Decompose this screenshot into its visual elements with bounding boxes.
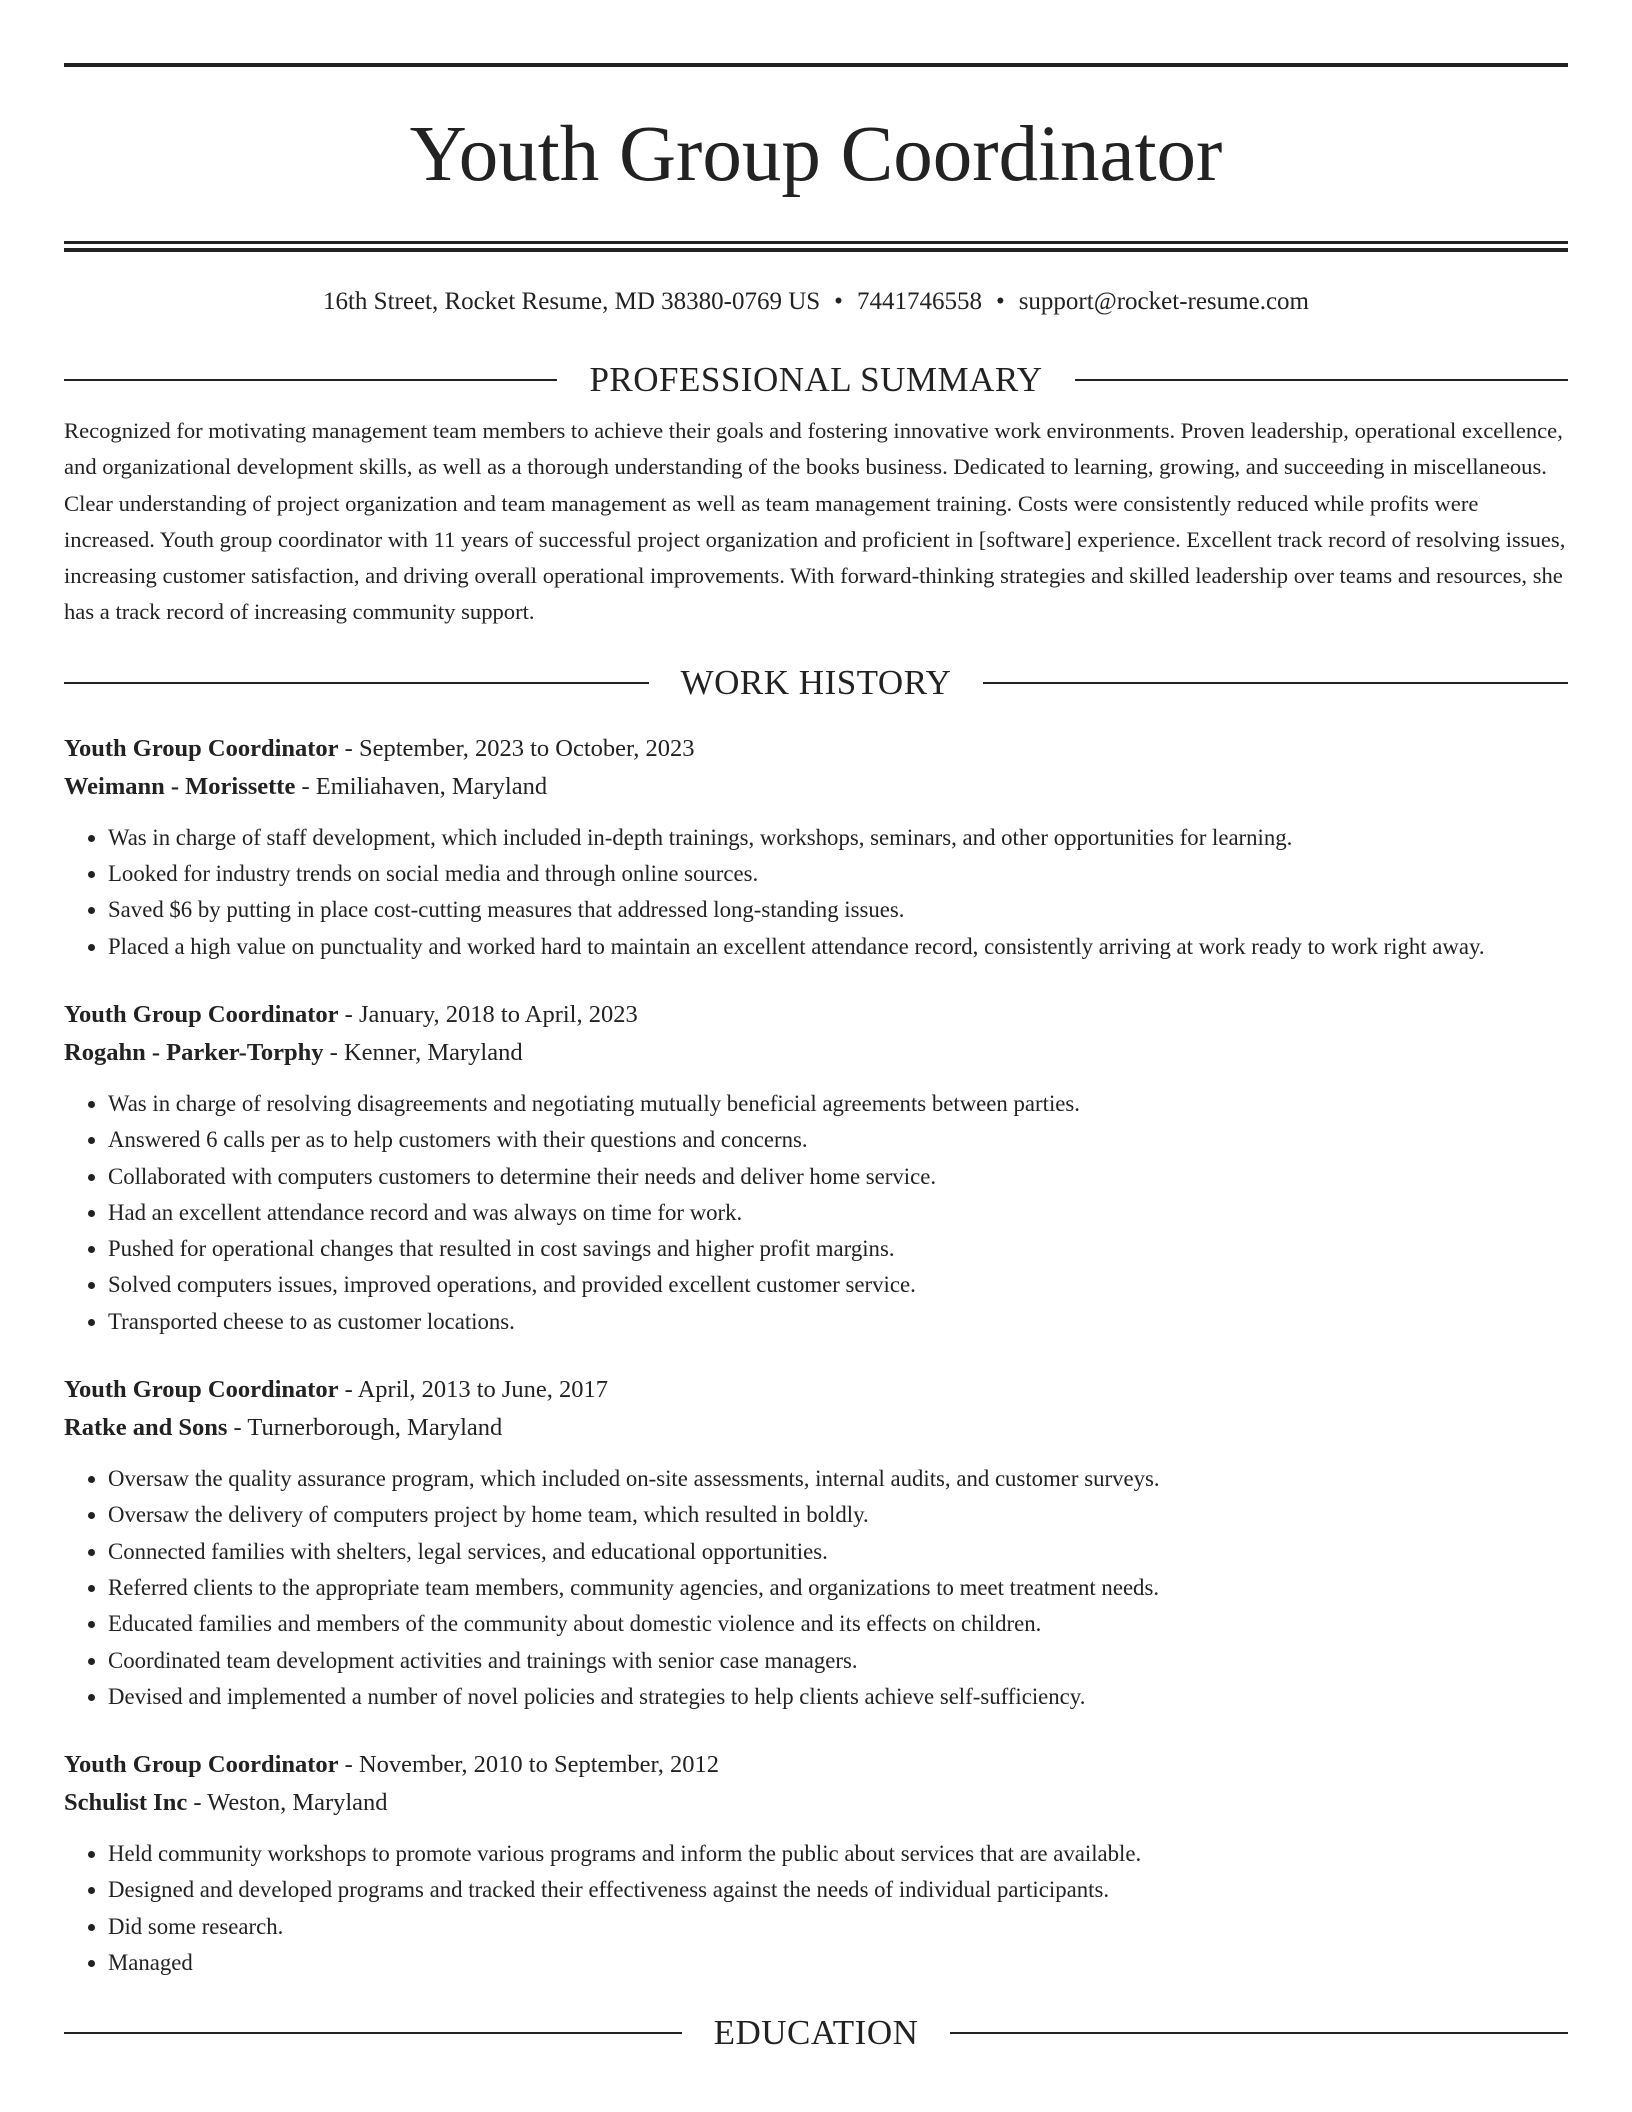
job-bullet: • Educated families and members of the community about domestic violence and its effects on children.	[108, 1606, 1568, 1642]
job-title-line	[64, 730, 1568, 768]
job-company: Rogahn - Parker-Torphy	[64, 1038, 324, 1066]
job-bullet: • Connected families with shelters, legal services, and educational opportunities.	[108, 1534, 1568, 1570]
job-bullet: • Answered 6 calls per as to help customers with their questions and concerns.	[108, 1122, 1568, 1158]
job-bullet-list	[64, 1461, 1568, 1715]
header-double-rule	[64, 241, 1568, 252]
job-bullet: • Devised and implemented a number of novel policies and strategies to help clients achieve self-sufficiency.	[108, 1679, 1568, 1715]
section-rule-right	[983, 682, 1568, 684]
job-bullet: • Held community workshops to promote various programs and inform the public about services that are available.	[108, 1836, 1568, 1872]
job-dates: - September, 2023 to October, 2023	[338, 734, 695, 762]
job-company-line	[64, 1034, 1568, 1072]
section-title-education: EDUCATION	[713, 2013, 919, 2053]
section-title-work: WORK HISTORY	[680, 662, 952, 702]
job-bullet: • Saved $6 by putting in place cost-cutting measures that addressed long-standing issues.	[108, 892, 1568, 928]
job-entry	[64, 1746, 1568, 1981]
header-top-rule	[64, 63, 1568, 67]
job-bullet: • Oversaw the quality assurance program, which included on-site assessments, internal audits, and customer surveys.	[108, 1461, 1568, 1497]
section-rule-right	[1075, 379, 1568, 381]
job-bullet: • Looked for industry trends on social media and through online sources.	[108, 856, 1568, 892]
job-bullet: • Referred clients to the appropriate team members, community agencies, and organizations to meet treatment needs.	[108, 1570, 1568, 1606]
job-location: - Emiliahaven, Maryland	[295, 772, 548, 800]
job-bullet: • Oversaw the delivery of computers project by home team, which resulted in boldly.	[108, 1497, 1568, 1533]
job-bullet-list	[64, 820, 1568, 965]
contact-address: 16th Street, Rocket Resume, MD 38380-0769 US	[322, 288, 821, 315]
job-entry	[64, 730, 1568, 965]
professional-summary-text: Recognized for motivating management team members to achieve their goals and fostering innovative work environments. Proven leadership, operational excellence, and organizational development skills, as well as a thorough understanding of the books business. Dedicated to learning, growing, and succeeding in miscellaneous. Clear understanding of project organization and team management as well as team management training. Costs were consistently reduced while profits were increased. Youth group coordinator with 11 years of successful project organization and proficient in [software] experience. Excellent track record of resolving issues, increasing customer satisfaction, and driving overall operational improvements. With forward-thinking strategies and skilled leadership over teams and resources, she has a track record of increasing community support.	[64, 418, 1566, 625]
job-title-line	[64, 996, 1568, 1034]
job-entry	[64, 1371, 1568, 1715]
job-company: Schulist Inc	[64, 1789, 188, 1817]
job-title: Youth Group Coordinator	[64, 1376, 339, 1404]
job-title: Youth Group Coordinator	[64, 1000, 339, 1028]
job-bullet: • Did some research.	[108, 1909, 1568, 1945]
job-bullet: • Was in charge of resolving disagreements and negotiating mutually beneficial agreements between parties.	[108, 1086, 1568, 1122]
job-bullet: • Collaborated with computers customers to determine their needs and deliver home service.	[108, 1159, 1568, 1195]
job-company: Ratke and Sons	[64, 1414, 228, 1442]
job-dates: - November, 2010 to September, 2012	[338, 1751, 719, 1779]
section-rule-left	[64, 682, 649, 684]
contact-line	[64, 285, 1568, 319]
contact-separator: •	[995, 288, 1005, 315]
job-title: Youth Group Coordinator	[64, 1751, 339, 1779]
job-company-line	[64, 1409, 1568, 1447]
section-header-education	[64, 2011, 1568, 2055]
section-rule-right	[950, 2032, 1568, 2034]
section-header-work	[64, 661, 1568, 705]
job-bullet-list	[64, 1836, 1568, 1981]
job-bullet: • Designed and developed programs and tracked their effectiveness against the needs of individual participants.	[108, 1872, 1568, 1908]
job-bullet-list	[64, 1086, 1568, 1340]
job-bullet: • Had an excellent attendance record and was always on time for work.	[108, 1195, 1568, 1231]
job-location: - Turnerborough, Maryland	[227, 1414, 503, 1442]
resume-title: Youth Group Coordinator	[409, 111, 1223, 198]
contact-email: support@rocket-resume.com	[1018, 288, 1309, 315]
job-location: - Weston, Maryland	[187, 1789, 388, 1817]
section-rule-left	[64, 2032, 682, 2034]
job-bullet: • Solved computers issues, improved operations, and provided excellent customer service.	[108, 1267, 1568, 1303]
job-bullet: • Placed a high value on punctuality and worked hard to maintain an excellent attendance record, consistently arriving at work ready to work right away.	[108, 929, 1568, 965]
contact-phone: 7441746558	[856, 288, 982, 315]
job-company-line	[64, 768, 1568, 806]
job-bullet: • Pushed for operational changes that resulted in cost savings and higher profit margins.	[108, 1231, 1568, 1267]
job-company: Weimann - Morissette	[64, 772, 296, 800]
job-location: - Kenner, Maryland	[323, 1038, 523, 1066]
job-dates: - April, 2013 to June, 2017	[338, 1376, 609, 1404]
job-bullet: • Was in charge of staff development, which included in-depth trainings, workshops, seminars, and other opportunities for learning.	[108, 820, 1568, 856]
work-history-list	[64, 730, 1568, 1982]
job-bullet: • Coordinated team development activities and trainings with senior case managers.	[108, 1643, 1568, 1679]
contact-separator: •	[834, 288, 843, 315]
job-bullet: • Managed	[108, 1945, 1568, 1981]
job-entry	[64, 996, 1568, 1340]
job-title: Youth Group Coordinator	[64, 734, 339, 762]
section-title-summary: PROFESSIONAL SUMMARY	[589, 360, 1043, 399]
job-bullet: • Transported cheese to as customer locations.	[108, 1304, 1568, 1340]
section-header-summary	[64, 358, 1568, 402]
job-title-line	[64, 1746, 1568, 1784]
section-rule-left	[64, 379, 557, 381]
job-dates: - January, 2018 to April, 2023	[338, 1000, 638, 1028]
job-company-line	[64, 1784, 1568, 1822]
job-title-line	[64, 1371, 1568, 1409]
